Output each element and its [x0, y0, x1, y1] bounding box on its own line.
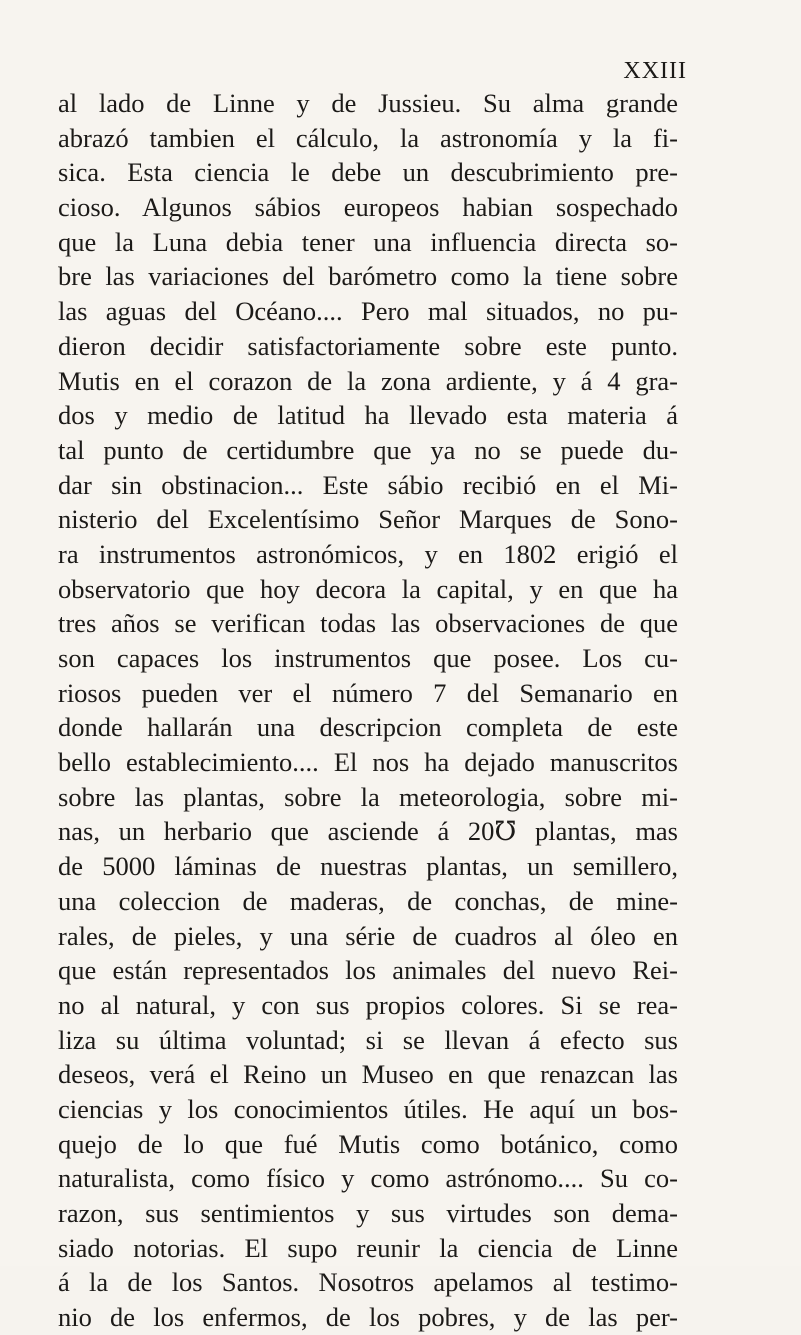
- text-line: naturalista, como físico y como astrónomo.... Su co-: [58, 1163, 678, 1194]
- text-line: cioso. Algunos sábios europeos habian sospechado: [58, 192, 678, 223]
- text-line: razon, sus sentimientos y sus virtudes son dema-: [58, 1198, 678, 1228]
- text-line: liza su última voluntad; si se llevan á efecto sus: [58, 1024, 678, 1055]
- text-line: ra instrumentos astronómicos, y en 1802 erigió el: [58, 538, 678, 569]
- text-line: á la de los Santos. Nosotros apelamos al testimo-: [58, 1267, 678, 1298]
- text-line: riosos pueden ver el número 7 del Semanario en: [58, 677, 678, 708]
- text-line: siado notorias. El supo reunir la ciencia de Linne: [58, 1232, 678, 1263]
- text-line: bello establecimiento.... El nos ha dejado manuscritos: [58, 747, 678, 778]
- text-line: las aguas del Océano.... Pero mal situados, no pu-: [58, 296, 678, 327]
- text-line: no al natural, y con sus propios colores. Si se rea-: [58, 989, 678, 1020]
- text-line: quejo de lo que fué Mutis como botánico, como: [58, 1128, 678, 1159]
- text-line: donde hallarán una descripcion completa de este: [58, 712, 678, 743]
- text-line: que la Luna debia tener una influencia directa so-: [58, 226, 678, 257]
- body-text: [58, 86, 678, 1335]
- text-line: que están representados los animales del nuevo Rei-: [58, 955, 678, 986]
- text-line: tres años se verifican todas las observaciones de que: [58, 608, 678, 639]
- page-number: XXIII: [623, 58, 687, 84]
- text-line: de 5000 láminas de nuestras plantas, un semillero,: [58, 851, 678, 882]
- text-line: observatorio que hoy decora la capital, y en que ha: [58, 573, 678, 604]
- text-line: Mutis en el corazon de la zona ardiente, y á 4 gra-: [58, 365, 678, 396]
- text-line: dieron decidir satisfactoriamente sobre este punto.: [58, 330, 678, 361]
- text-line: sobre las plantas, sobre la meteorologia, sobre mi-: [58, 781, 678, 812]
- text-line: nio de los enfermos, de los pobres, y de las per-: [58, 1302, 678, 1333]
- text-line: deseos, verá el Reino un Museo en que renazcan las: [58, 1059, 678, 1090]
- text-line: son capaces los instrumentos que posee. Los cu-: [58, 643, 678, 673]
- text-line: rales, de pieles, y una série de cuadros al óleo en: [58, 920, 678, 951]
- text-line: sica. Esta ciencia le debe un descubrimiento pre-: [58, 157, 678, 188]
- text-line: dos y medio de latitud ha llevado esta materia á: [58, 400, 678, 431]
- text-line: ciencias y los conocimientos útiles. He aquí un bos-: [58, 1093, 678, 1124]
- text-line: tal punto de certidumbre que ya no se puede du-: [58, 434, 678, 465]
- text-line: dar sin obstinacion... Este sábio recibió en el Mi-: [58, 469, 678, 500]
- text-line: una coleccion de maderas, de conchas, de mine-: [58, 885, 678, 916]
- text-line: nas, un herbario que asciende á 20℧ plantas, mas: [58, 816, 678, 847]
- text-line: al lado de Linne y de Jussieu. Su alma grande: [58, 88, 678, 118]
- text-line: abrazó tambien el cálculo, la astronomía y la fi-: [58, 122, 678, 153]
- text-line: nisterio del Excelentísimo Señor Marques de Sono-: [58, 504, 678, 535]
- text-line: bre las variaciones del barómetro como la tiene sobre: [58, 261, 678, 292]
